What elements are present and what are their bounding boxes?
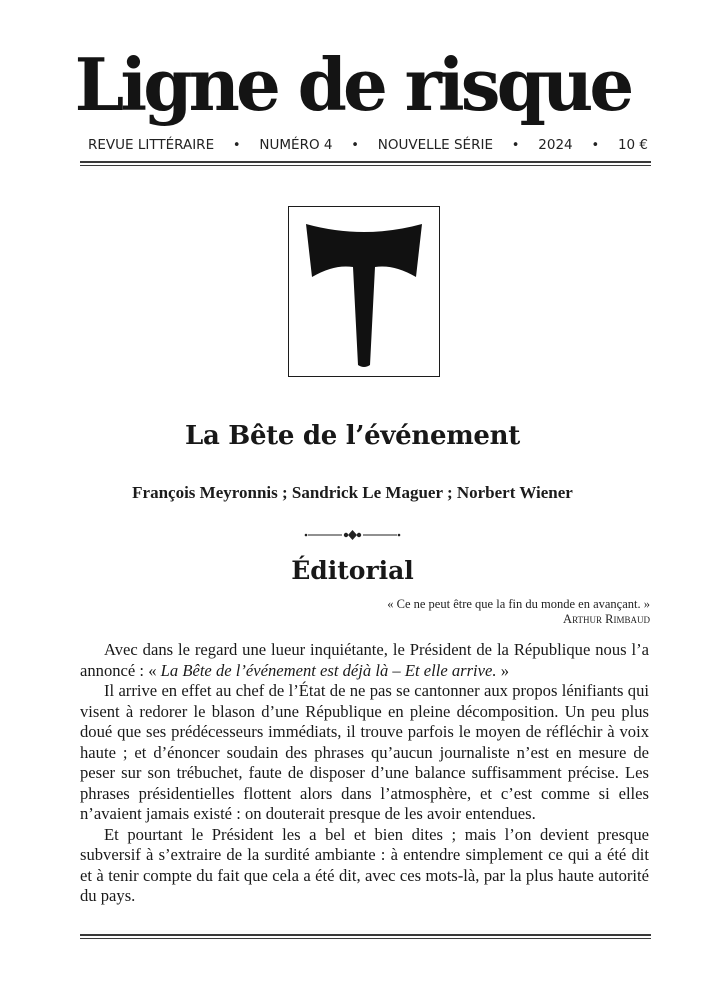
separator-dot: • xyxy=(511,137,520,153)
paragraph-1-end: » xyxy=(496,660,509,680)
article-authors: François Meyronnis ; Sandrick Le Maguer ; Norbert Wiener xyxy=(132,483,573,502)
tau-cross-icon xyxy=(289,207,439,376)
masthead-title: Ligne de risque xyxy=(74,42,631,127)
epigraph xyxy=(300,597,650,627)
header-divider xyxy=(80,161,651,166)
masthead-subtitle xyxy=(88,137,648,153)
section-heading: Éditorial xyxy=(291,556,414,585)
paragraph-1-start: Avec dans le regard une lueur inquiétante, le Président de la République nous l’a annoncé : « xyxy=(80,640,649,680)
epigraph-author: Arthur Rimbaud xyxy=(563,612,650,626)
separator-dot: • xyxy=(351,137,359,153)
paragraph xyxy=(80,640,649,681)
logo-frame xyxy=(288,206,440,377)
separator-dot: • xyxy=(591,137,600,153)
revue-label: REVUE LITTÉRAIRE xyxy=(88,137,215,153)
epigraph-quote: « Ce ne peut être que la fin du monde en avançant. » xyxy=(387,597,650,611)
editorial-body xyxy=(80,640,649,907)
series-label: NOUVELLE SÉRIE xyxy=(377,137,493,153)
separator-dot: • xyxy=(232,137,241,153)
footer-divider xyxy=(80,934,651,939)
paragraph: Il arrive en effet au chef de l’État de ne pas se cantonner aux propos lénifiants qui visent à redorer le blason d’une République en pleine décomposition. Un peu plus doué que ses prédécesseurs immédiats, il trouve parfois le moyen de réfléchir à voix haute ; et d’énoncer soudain des phrases qu’aucun journaliste n’est en mesure de peser sur son trébuchet, faute de disposer d’une balance suffisamment précise. Les phrases présidentielles flottent alors dans l’atmosphère, et c’est comme si elles n’avaient jamais existé : on douterait presque de les avoir entendues. xyxy=(80,681,649,823)
paragraph: Et pourtant le Président les a bel et bien dites ; mais l’on devient presque subversif à s’extraire de la surdité ambiante : à entendre simplement ce qui a été dit et à tenir compte du fait que cela a été dit, avec ces mots-là, par la plus haute autorité du pays. xyxy=(80,824,649,905)
year-label: 2024 xyxy=(538,137,573,153)
fleuron-divider-icon xyxy=(290,528,415,542)
paragraph-1-quote: La Bête de l’événement est déjà là – Et elle arrive. xyxy=(160,660,497,680)
price-label: 10 € xyxy=(617,137,648,153)
article-title: La Bête de l’événement xyxy=(184,421,520,451)
issue-number: NUMÉRO 4 xyxy=(259,137,333,153)
